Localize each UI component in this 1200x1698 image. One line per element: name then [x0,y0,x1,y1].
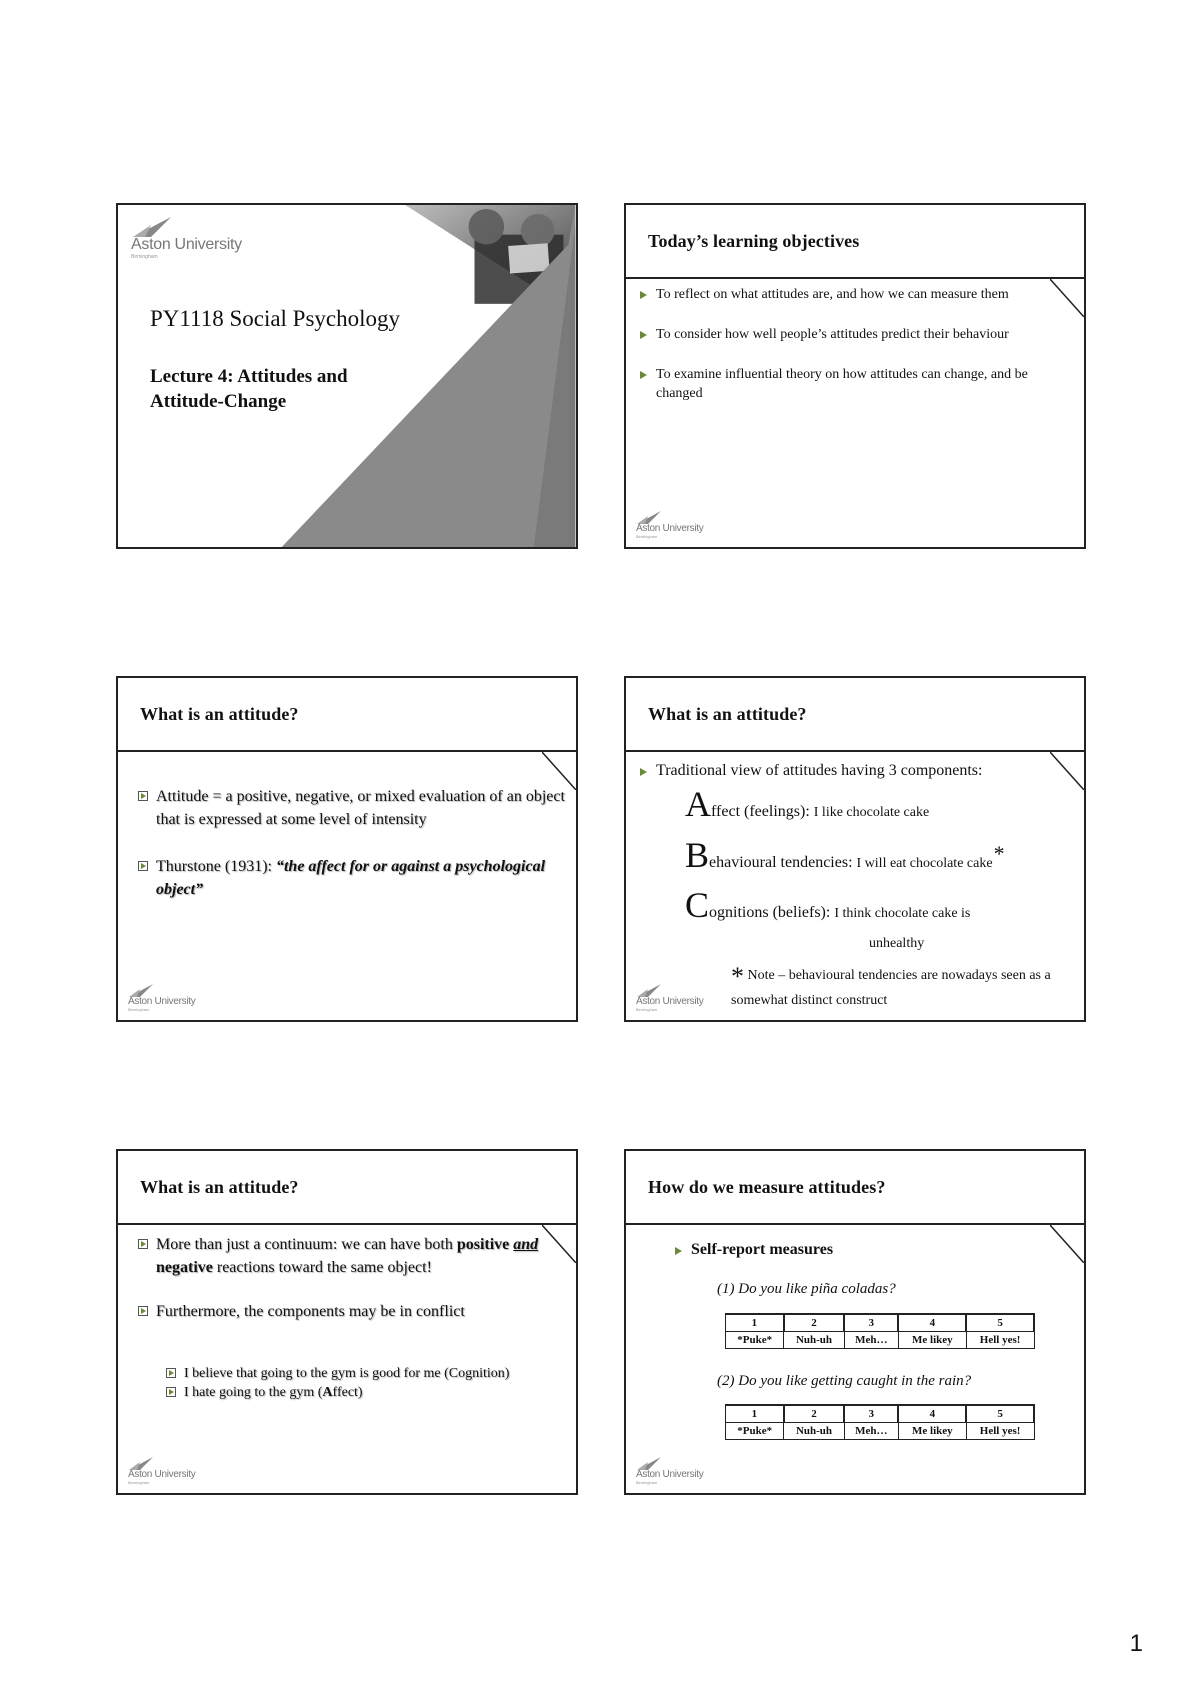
bullet-triangle-icon [640,291,647,299]
scale-label: Meh… [844,1332,898,1349]
slide-title: What is an attitude? [118,678,576,752]
question-2: (2) Do you like getting caught in the rain? [717,1373,972,1389]
intro-text: Traditional view of attitudes having 3 components: [656,762,983,779]
logo-subtitle: Birmingham [636,1480,658,1485]
aston-university-logo [131,217,242,260]
definition-list [138,785,566,925]
question-1: (1) Do you like piña coladas? [717,1281,896,1297]
slide-title: What is an attitude? [118,1151,576,1225]
list-item [138,1300,566,1323]
list-item [640,325,1060,344]
component-cognition [685,887,970,923]
example-text: I hate going to the gym ( [184,1385,323,1400]
rating-scale-table [725,1404,1035,1440]
citation-text: Thurstone (1931): [156,858,276,875]
component-affect [685,786,929,822]
scale-number: 5 [966,1314,1034,1332]
component-initial: C [685,885,710,925]
scale-number: 5 [966,1405,1034,1423]
conflict-examples-list [166,1364,546,1402]
slide-2-objectives [624,203,1086,549]
bullet-triangle-icon [640,331,647,339]
aston-university-logo [128,1457,195,1485]
list-item [138,1233,566,1279]
asterisk: * [731,962,744,991]
list-item [166,1383,546,1402]
component-example: I will eat chocolate cake [856,856,993,871]
bullet-box-icon [138,1306,148,1316]
scale-number: 3 [844,1314,898,1332]
slide-5-ambivalence [116,1149,578,1495]
emphasis-letter: A [322,1385,333,1400]
example-text: I believe that going to the gym is good for me (Cognition) [184,1366,510,1381]
scale-label: Nuh-uh [784,1423,844,1440]
scale-number: 3 [844,1405,898,1423]
heading-text: Self-report measures [691,1241,834,1258]
component-example: I like chocolate cake [813,805,930,820]
corner-decoration [1050,1225,1084,1263]
component-label: ehavioural tendencies: [709,854,853,871]
corner-decoration [1050,752,1084,790]
logo-name: Aston University [131,236,242,253]
bullet-box-icon [138,1239,148,1249]
logo-subtitle: Birmingham [636,1007,658,1012]
bullet-triangle-icon [640,768,647,776]
table-row [726,1405,1035,1423]
intro-bullet [640,762,982,780]
scale-label: *Puke* [726,1423,784,1440]
scale-number: 1 [726,1405,784,1423]
slide-title: How do we measure attitudes? [626,1151,1084,1225]
scale-number: 2 [784,1314,844,1332]
definition-text: Attitude = a positive, negative, or mixed evaluation of an object that is expressed at some level of intensity [156,788,565,828]
rating-scale-table [725,1313,1035,1349]
scale-label: Nuh-uh [784,1332,844,1349]
scale-label: Hell yes! [966,1332,1034,1349]
bullet-text: More than just a continuum: we can have both [156,1236,457,1253]
aston-university-logo [636,511,703,539]
slide-3-attitude-definition [116,676,578,1022]
component-initial: B [685,835,710,875]
bullet-triangle-icon [640,371,647,379]
slide-4-abc-components [624,676,1086,1022]
logo-subtitle: Birmingham [128,1007,150,1012]
component-behaviour [685,837,1005,873]
aston-university-logo [636,1457,703,1485]
list-item [138,855,566,901]
list-item [138,785,566,831]
emphasis-negative: negative [156,1259,213,1276]
objectives-list [640,285,1060,424]
list-item [640,285,1060,304]
objective-text: To reflect on what attitudes are, and how we can measure them [656,287,1009,302]
bullet-box-icon [138,861,148,871]
component-label: ffect (feelings): [711,803,810,820]
table-row [726,1423,1035,1440]
component-example: I think chocolate cake is [834,906,971,921]
logo-name: Aston University [636,523,704,534]
bullet-box-icon [138,791,148,801]
list-item [640,365,1060,403]
scale-number: 1 [726,1314,784,1332]
bullet-triangle-icon [675,1247,682,1255]
bullet-text: Furthermore, the components may be in conflict [156,1303,465,1320]
self-report-heading [675,1241,833,1259]
logo-name: Aston University [128,1469,196,1480]
aston-university-logo [636,984,703,1012]
logo-subtitle: Birmingham [128,1480,150,1485]
scale-label: Me likey [898,1423,966,1440]
table-row [726,1332,1035,1349]
asterisk: * [993,841,1005,866]
aston-university-logo [128,984,195,1012]
slide-title: What is an attitude? [626,678,1084,752]
bullet-text: reactions toward the same object! [212,1259,432,1276]
logo-subtitle: Birmingham [636,534,658,539]
list-item [166,1364,546,1383]
component-example-continued: unhealthy [869,936,925,951]
quote-text: “the affect for or against a psychological object” [156,858,546,898]
slide-title: Today’s learning objectives [626,205,1084,279]
scale-label: Meh… [844,1423,898,1440]
scale-number: 4 [898,1314,966,1332]
logo-name: Aston University [128,996,196,1007]
component-label: ognitions (beliefs): [709,904,831,921]
emphasis-positive: positive [456,1236,510,1253]
emphasis-and: and [513,1236,539,1253]
footnote-text: Note – behavioural tendencies are nowadays seen as a somewhat distinct construct [731,968,1051,1008]
logo-name: Aston University [636,1469,704,1480]
ambivalence-list [138,1233,566,1344]
logo-name: Aston University [636,996,704,1007]
component-initial: A [685,784,711,824]
scale-label: *Puke* [726,1332,784,1349]
scale-label: Me likey [898,1332,966,1349]
scale-number: 4 [898,1405,966,1423]
scale-label: Hell yes! [966,1423,1034,1440]
slide-1-title [116,203,578,549]
logo-subtitle: Birmingham [131,254,158,260]
bullet-box-icon [166,1387,176,1397]
lecture-title: Lecture 4: Attitudes and Attitude-Change [150,366,348,412]
objective-text: To consider how well people’s attitudes predict their behaviour [656,327,1009,342]
scale-number: 2 [784,1405,844,1423]
slide-6-measurement [624,1149,1086,1495]
footnote [731,964,1071,1013]
page-number: 1 [1129,1630,1143,1657]
bullet-box-icon [166,1368,176,1378]
example-text: ffect) [332,1385,363,1400]
course-title: PY1118 Social Psychology [150,306,401,331]
table-row [726,1314,1035,1332]
objective-text: To examine influential theory on how attitudes can change, and be changed [656,367,1028,401]
